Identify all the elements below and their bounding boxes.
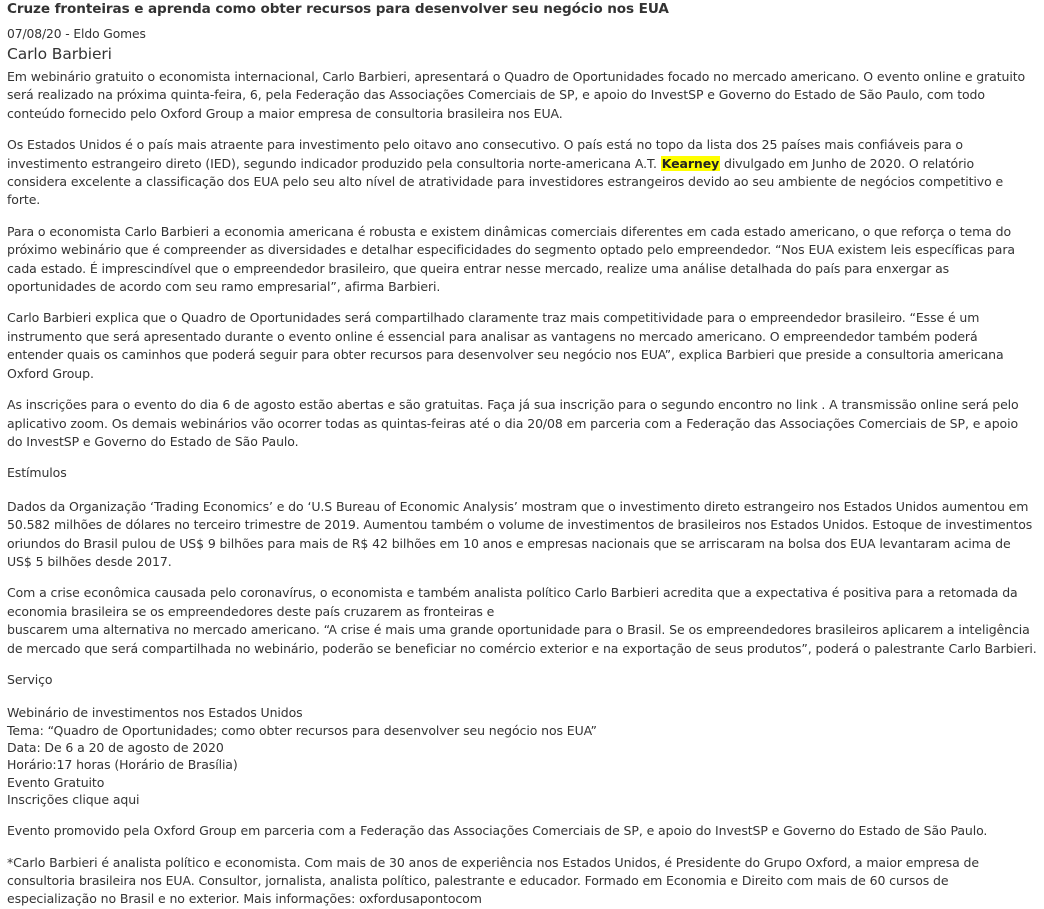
- crise-text-part2: buscarem uma alternativa no mercado americano. “A crise é mais uma grande oportunidade para o Brasil. Se os empreendedores brasileiros aplicarem a inteligência de mercado que será compartilhada no webinário, poderão se beneficiar no comércio exterior e na exportação de seus produtos”, poderá o palestrante Carlo Barbieri.: [7, 622, 1037, 656]
- service-line-tema: Tema: “Quadro de Oportunidades; como obter recursos para desenvolver seu negócio nos EUA”: [7, 722, 597, 738]
- paragraph-quadro: Carlo Barbieri explica que o Quadro de Oportunidades será compartilhado claramente traz mais competitividade para o empreendedor brasileiro. “Esse é um instrumento que será apresentado durante o evento online é essencial para analisar as vantagens no mercado americano. O empreendedor também poderá entender quais os caminhos que poderá seguir para obter recursos para desenvolver seu negócio nos EUA”, explica Barbieri que preside a consultoria americana Oxford Group.: [7, 310, 1004, 381]
- paragraph-dados: Dados da Organização ‘Trading Economics’ e do ‘U.S Bureau of Economic Analysis’ mostram que o investimento direto estrangeiro nos Estados Unidos aumentou em 50.582 milhões de dólares no terceiro trimestre de 2019. Aumentou também o volume de investimentos de brasileiros nos Estados Unidos. Estoque de investimentos oriundos do Brasil pulou de US$ 9 bilhões para mais de R$ 42 bilhões em 10 anos e empresas nacionais que se arriscaram na bolsa dos EUA levantaram acima de US$ 5 bilhões desde 2017.: [7, 498, 1033, 569]
- service-line-data: Data: De 6 a 20 de agosto de 2020: [7, 739, 224, 755]
- paragraph-ranking: [7, 136, 1037, 210]
- service-details-block: [7, 704, 1037, 808]
- section-heading-servico: Serviço: [7, 671, 53, 687]
- paragraph-bio: *Carlo Barbieri é analista político e economista. Com mais de 30 anos de experiência nos Estados Unidos, é Presidente do Grupo Oxford, a maior empresa de consultoria brasileira nos EUA. Consultor, jornalista, analista político, palestrante e educador. Formado em Economia e Direito com mais de 60 cursos de especialização no Brasil e no exterior. Mais informações: oxfordusapontocom: [7, 854, 979, 907]
- paragraph-promocao: Evento promovido pela Oxford Group em parceria com a Federação das Associações Comerciais de SP, e apoio do InvestSP e Governo do Estado de São Paulo.: [7, 823, 988, 839]
- registration-link-line[interactable]: Inscrições clique aqui: [7, 791, 140, 807]
- byline: 07/08/20 - Eldo Gomes: [7, 27, 146, 41]
- kearney-highlight: Kearney: [661, 155, 720, 171]
- article-title: Cruze fronteiras e aprenda como obter recursos para desenvolver seu negócio nos EUA: [7, 1, 669, 17]
- section-heading-estimulos: Estímulos: [7, 465, 67, 481]
- paragraph-intro: Em webinário gratuito o economista internacional, Carlo Barbieri, apresentará o Quadro de Oportunidades focado no mercado americano. O evento online e gratuito será realizado na próxima quinta-feira, 6, pela Federação das Associações Comerciais de SP, e apoio do InvestSP e Governo do Estado de São Paulo, com todo conteúdo fornecido pelo Oxford Group a maior empresa de consultoria brasileira nos EUA.: [7, 69, 1026, 121]
- ranking-text-after: divulgado em Junho de 2020. O relatório considera excelente a classificação dos EUA pelo seu alto nível de atratividade para investidores estrangeiros devido ao seu ambiente de negócios competitivo e forte.: [7, 155, 1004, 208]
- paragraph-crise: [7, 584, 1037, 658]
- crise-text-part1: Com a crise econômica causada pelo coronavírus, o economista e também analista político Carlo Barbieri acredita que a expectativa é positiva para a retomada da economia brasileira se os empreendedores deste país cruzarem as fronteiras e: [7, 585, 1018, 619]
- paragraph-economia: Para o economista Carlo Barbieri a economia americana é robusta e existem dinâmicas comerciais diferentes em cada estado americano, o que reforça o tema do próximo webinário que é compreender as diversidades e detalhar especificidades do segmento optado pelo empreendedor. “Nos EUA existem leis específicas para cada estado. É imprescindível que o empreendedor brasileiro, que queira entrar nesse mercado, realize uma análise detalhada do país para enxergar as oportunidades de acordo com seu ramo empresarial”, afirma Barbieri.: [7, 223, 1015, 295]
- author-heading: Carlo Barbieri: [7, 45, 112, 63]
- service-line-evento-gratuito: Evento Gratuito: [7, 774, 105, 790]
- paragraph-inscricoes: As inscrições para o evento do dia 6 de agosto estão abertas e são gratuitas. Faça já sua inscrição para o segundo encontro no link . A transmissão online será pelo aplicativo zoom. Os demais webinários vão ocorrer todas as quintas-feiras até o dia 20/08 em parceria com a Federação das Associações Comerciais de SP, e apoio do InvestSP e Governo do Estado de São Paulo.: [7, 397, 1019, 449]
- service-line-webinar: Webinário de investimentos nos Estados Unidos: [7, 705, 303, 721]
- service-line-horario: Horário:17 horas (Horário de Brasília): [7, 757, 238, 773]
- ranking-text-before: Os Estados Unidos é o país mais atraente para investimento pelo oitavo ano consecutivo. O país está no topo da lista dos 25 países mais confiáveis para o investimento estrangeiro direto (IED), segundo indicador produzido pela consultoria norte-americana A.T.: [7, 137, 963, 171]
